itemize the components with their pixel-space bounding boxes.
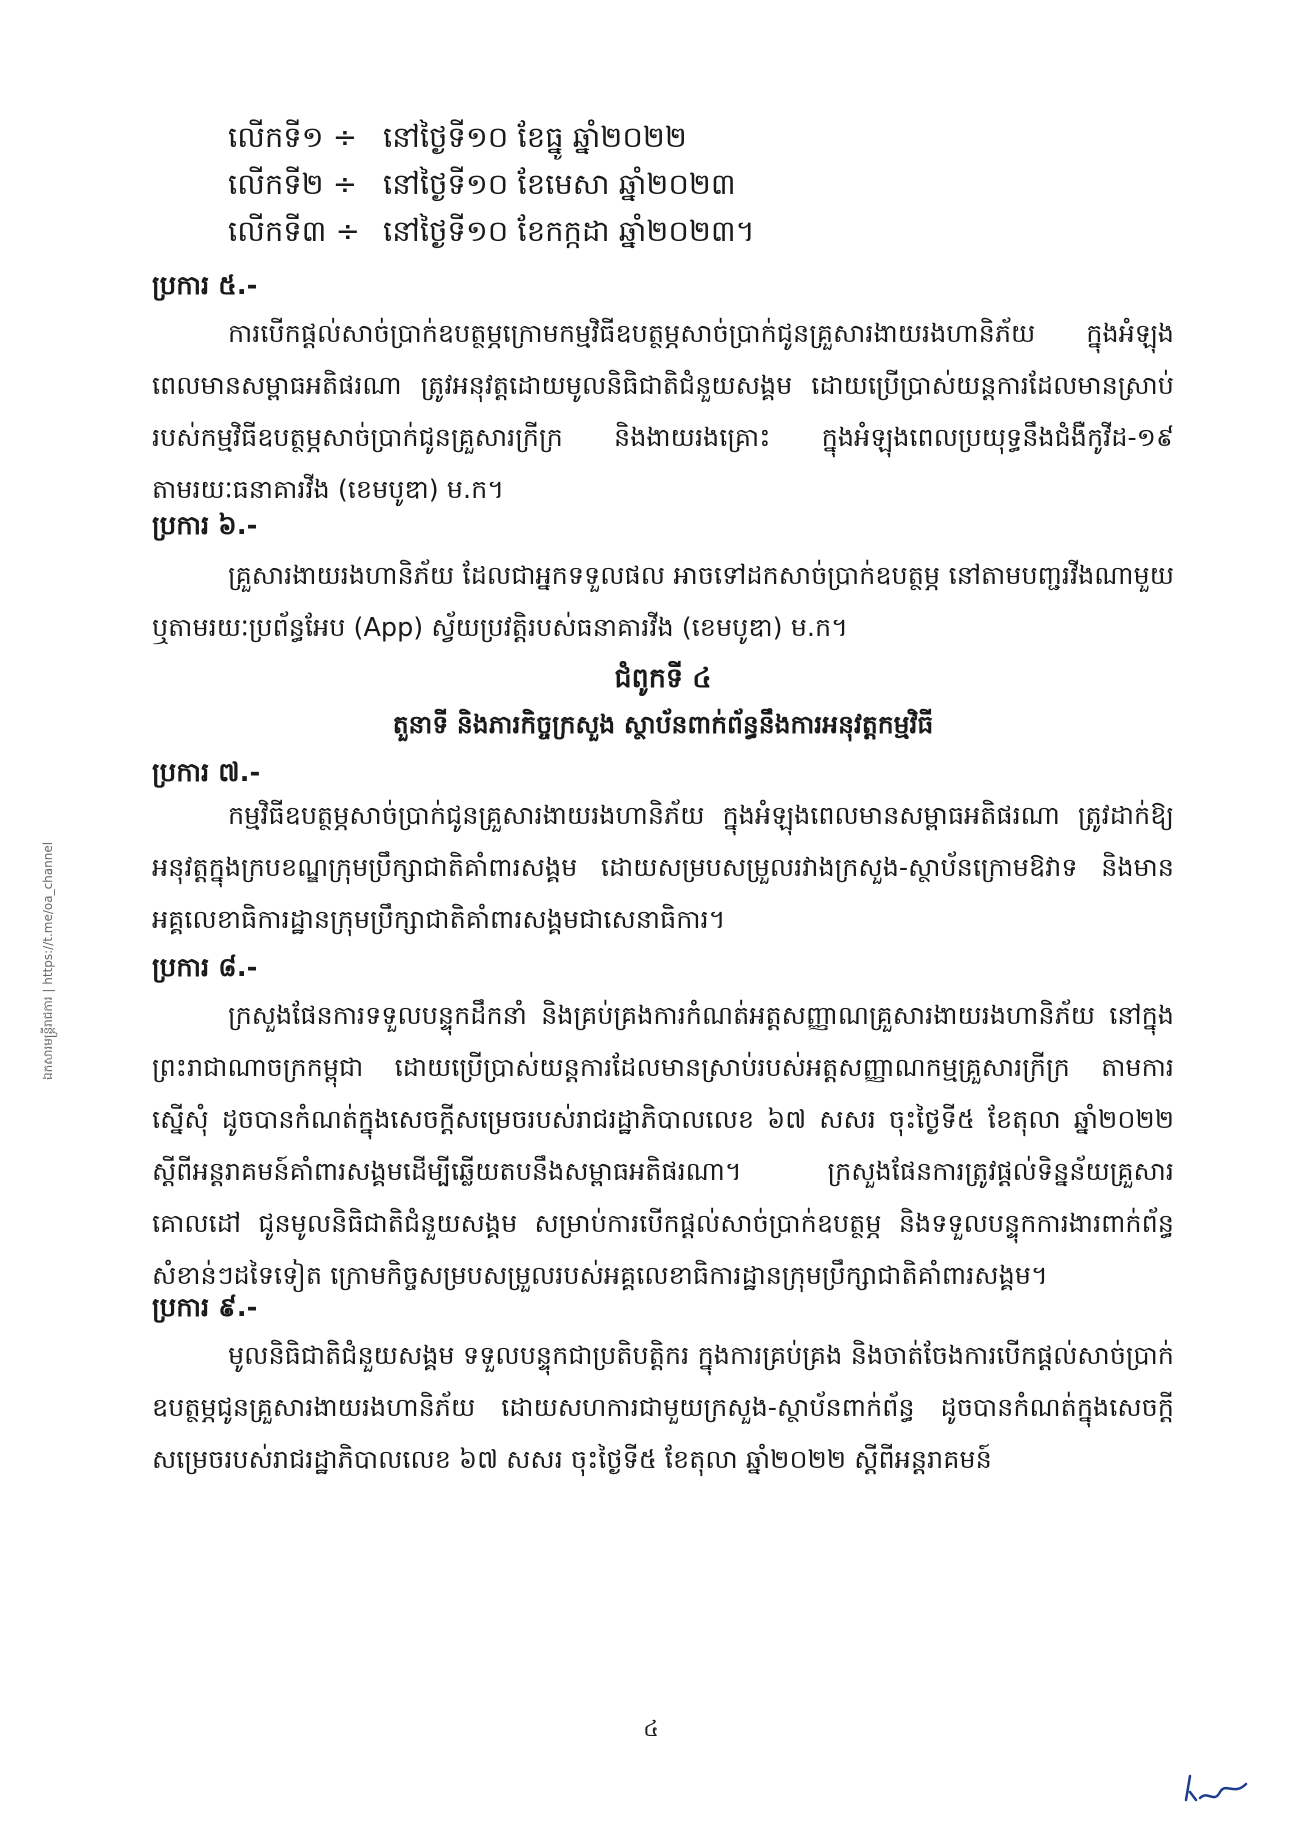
schedule-date: នៅថ្ងៃទី១០ ខែធ្នូ ឆ្នាំ២០២២ — [383, 120, 687, 154]
article-body — [152, 308, 1174, 516]
article-heading: ប្រការ ៧.- — [152, 758, 261, 788]
chapter-title: តួនាទី និងភារកិច្ចក្រសួង ស្ថាប័នពាក់ព័ន្ធនឹងការអនុវត្តកម្មវិធី — [392, 710, 934, 739]
article-body — [152, 790, 1174, 946]
schedule-label: លើកទី៣ ÷ — [228, 214, 360, 248]
article-heading: ប្រការ ៦.- — [152, 511, 258, 541]
schedule-date: នៅថ្ងៃទី១០ ខែមេសា ឆ្នាំ២០២៣ — [383, 167, 736, 201]
article-body — [152, 1330, 1174, 1486]
article-heading: ប្រការ ៨.- — [152, 953, 258, 983]
side-watermark: ឯកសារមន្ត្រីរាជការ | https://t.me/oa_channel — [41, 841, 55, 1080]
schedule-label: លើកទី២ ÷ — [228, 167, 358, 201]
schedule-date: នៅថ្ងៃទី១០ ខែកក្កដា ឆ្នាំ២០២៣។ — [383, 214, 755, 248]
article-text: ក្រសួងផែនការទទួលបន្ទុកដឹកនាំ និងគ្រប់គ្រងការកំណត់អត្តសញ្ញាណគ្រួសារងាយរងហានិភ័យ នៅក្នុងព្រះរាជាណាចក្រកម្ពុជា ដោយប្រើប្រាស់យន្តការដែលមានស្រាប់របស់អត្តសញ្ញាណកម្មគ្រួសារក្រីក្រ តាមការស្នើសុំ ដូចបានកំណត់ក្នុងសេចក្តីសម្រេចរបស់រាជរដ្ឋាភិបាលលេខ ៦៧ សសរ ចុះថ្ងៃទី៥ ខែតុលា ឆ្នាំ២០២២ ស្តីពីអន្តរាគមន៍គាំពារសង្គមដើម្បីឆ្លើយតបនឹងសម្ពាធអតិផរណា។ ក្រសួងផែនការត្រូវផ្តល់ទិន្នន័យគ្រួសារគោលដៅ ជូនមូលនិធិជាតិជំនួយសង្គម សម្រាប់ការបើកផ្តល់សាច់ប្រាក់ឧបត្ថម្ភ និងទទួលបន្ទុកការងារពាក់ព័ន្ធសំខាន់ៗដទៃទៀត ក្រោមកិច្ចសម្របសម្រួលរបស់អគ្គលេខាធិការដ្ឋានក្រុមប្រឹក្សាជាតិគាំពារសង្គម។ — [152, 1001, 1174, 1291]
article-heading: ប្រការ ៩.- — [152, 1293, 258, 1323]
article-text: គ្រួសារងាយរងហានិភ័យ ដែលជាអ្នកទទួលផល អាចទៅដកសាច់ប្រាក់ឧបត្ថម្ភ នៅតាមបញ្ជរវីងណាមួយ ឬតាមរយៈប្រព័ន្ធអែប (App) ស្វ័យប្រវត្តិរបស់ធនាគារវីង (ខេមបូឌា) ម.ក។ — [152, 561, 1174, 643]
schedule-row — [228, 117, 687, 157]
article-text: ការបើកផ្តល់សាច់ប្រាក់ឧបត្ថម្ភក្រោមកម្មវិធីឧបត្ថម្ភសាច់ប្រាក់ជូនគ្រួសារងាយរងហានិភ័យ ក្នុងអំឡុងពេលមានសម្ពាធអតិផរណា ត្រូវអនុវត្តដោយមូលនិធិជាតិជំនួយសង្គម ដោយប្រើប្រាស់យន្តការដែលមានស្រាប់របស់កម្មវិធីឧបត្ថម្ភសាច់ប្រាក់ជូនគ្រួសារក្រីក្រ និងងាយរងគ្រោះ ក្នុងអំឡុងពេលប្រយុទ្ធនឹងជំងឺកូវីដ-១៩ តាមរយៈធនាគារវីង (ខេមបូឌា) ម.ក។ — [152, 319, 1174, 505]
initials-signature-icon — [1180, 1770, 1250, 1810]
article-heading: ប្រការ ៥.- — [152, 271, 258, 301]
page-number: ៤ — [643, 1717, 659, 1742]
article-body — [152, 550, 1174, 654]
article-text: កម្មវិធីឧបត្ថម្ភសាច់ប្រាក់ជូនគ្រួសារងាយរងហានិភ័យ ក្នុងអំឡុងពេលមានសម្ពាធអតិផរណា ត្រូវដាក់ឱ្យអនុវត្តក្នុងក្របខណ្ឌក្រុមប្រឹក្សាជាតិគាំពារសង្គម ដោយសម្របសម្រួលរវាងក្រសួង-ស្ថាប័នក្រោមឱវាទ និងមានអគ្គលេខាធិការដ្ឋានក្រុមប្រឹក្សាជាតិគាំពារសង្គមជាសេនាធិការ។ — [152, 801, 1174, 935]
article-body — [152, 990, 1174, 1302]
article-text: មូលនិធិជាតិជំនួយសង្គម ទទួលបន្ទុកជាប្រតិបត្តិករ ក្នុងការគ្រប់គ្រង និងចាត់ចែងការបើកផ្តល់សាច់ប្រាក់ឧបត្ថម្ភជូនគ្រួសារងាយរងហានិភ័យ ដោយសហការជាមួយក្រសួង-ស្ថាប័នពាក់ព័ន្ធ ដូចបានកំណត់ក្នុងសេចក្តីសម្រេចរបស់រាជរដ្ឋាភិបាលលេខ ៦៧ សសរ ចុះថ្ងៃទី៥ ខែតុលា ឆ្នាំ២០២២ ស្តីពីអន្តរាគមន៍ — [152, 1341, 1174, 1475]
schedule-row — [228, 211, 755, 251]
schedule-label: លើកទី១ ÷ — [228, 120, 358, 154]
chapter-number: ជំពូកទី ៤ — [614, 663, 712, 694]
schedule-row — [228, 164, 736, 204]
